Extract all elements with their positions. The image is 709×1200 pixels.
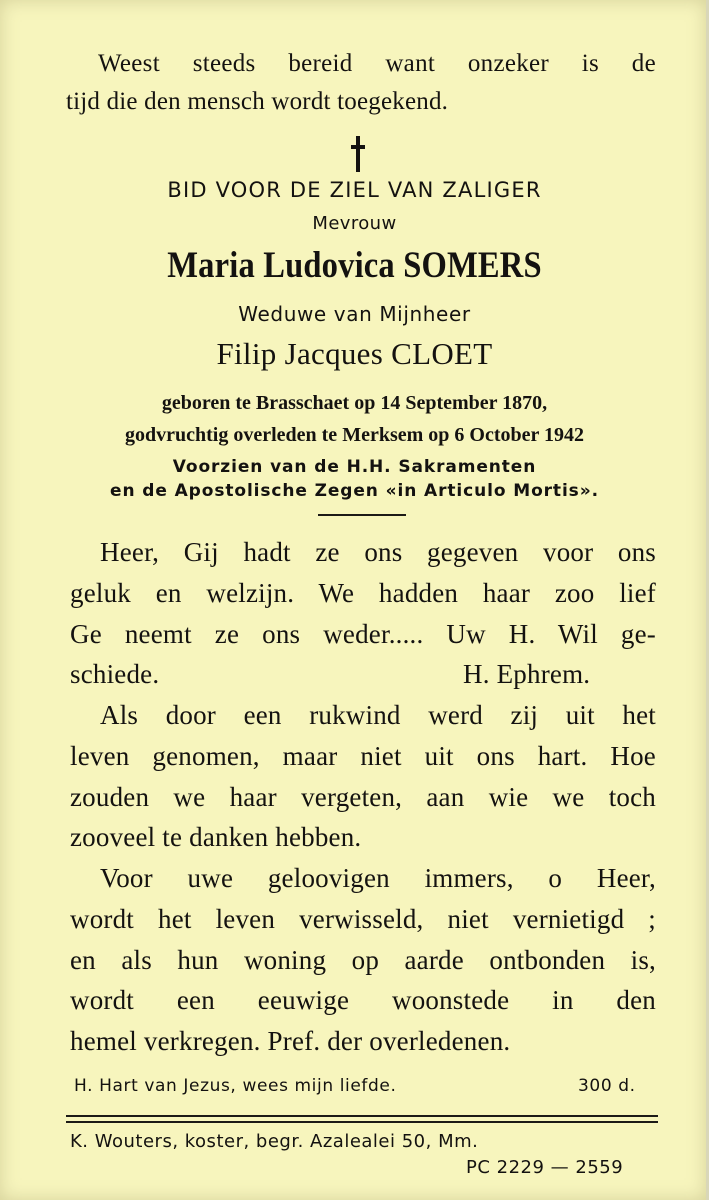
prayer-text: H. Hart van Jezus, wees mijn liefde. xyxy=(74,1076,397,1096)
sacraments-line-1: Voorzien van de H.H. Sakramenten xyxy=(172,457,537,477)
p3-line-1: Voor uwe geloovigen immers, o Heer, xyxy=(100,863,656,893)
p1-line-3: Ge neemt ze ons weder..... Uw H. Wil ge- xyxy=(70,619,656,649)
p1-line-4: schiede. xyxy=(70,659,160,689)
p3-line-3: en als hun woning op aarde ontbonden is, xyxy=(70,945,656,975)
divider-bottom xyxy=(66,1121,658,1123)
husband-name: Filip Jacques CLOET xyxy=(216,336,493,371)
divider-top xyxy=(66,1115,658,1117)
p1-author: H. Ephrem. xyxy=(463,659,591,689)
bid-voor-heading: BID VOOR DE ZIEL VAN ZALIGER xyxy=(167,178,542,202)
p1-line-2: geluk en welzijn. We hadden haar zoo lief xyxy=(70,578,656,608)
intro-line-2: tijd die den mensch wordt toegekend. xyxy=(66,88,449,115)
indulgence-days: 300 d. xyxy=(578,1076,636,1096)
p2-line-1: Als door een rukwind werd zij uit het xyxy=(100,700,656,730)
p2-line-3: zouden we haar vergeten, aan wie we toch xyxy=(70,782,656,812)
divider-short xyxy=(318,514,406,516)
p3-line-5: hemel verkregen. Pref. der overledenen. xyxy=(70,1026,511,1056)
printer-line-1: K. Wouters, koster, begr. Azalealei 50, Mm. xyxy=(70,1131,479,1152)
intro-line-1: Weest steeds bereid want onzeker is de xyxy=(98,50,656,77)
death-line: godvruchtig overleden te Merksem op 6 October 1942 xyxy=(125,424,584,446)
p2-line-2: leven genomen, maar niet uit ons hart. Hoe xyxy=(70,741,656,771)
birth-line: geboren te Brasschaet op 14 September 1870, xyxy=(161,392,548,414)
widow-of-line: Weduwe van Mijnheer xyxy=(238,302,471,326)
p2-line-4: zooveel te danken hebben. xyxy=(70,822,362,852)
printer-phone: PC 2229 — 2559 xyxy=(466,1157,624,1178)
sacraments-line-2: en de Apostolische Zegen «in Articulo Mortis». xyxy=(110,481,599,501)
deceased-name: Maria Ludovica SOMERS xyxy=(167,245,542,286)
p3-line-2: wordt het leven verwisseld, niet vernietigd ; xyxy=(70,904,656,934)
cross-icon xyxy=(351,136,365,172)
p1-line-1: Heer, Gij hadt ze ons gegeven voor ons xyxy=(100,537,656,567)
title-mevrouw: Mevrouw xyxy=(312,213,397,234)
p3-line-4: wordt een eeuwige woonstede in den xyxy=(70,985,656,1015)
